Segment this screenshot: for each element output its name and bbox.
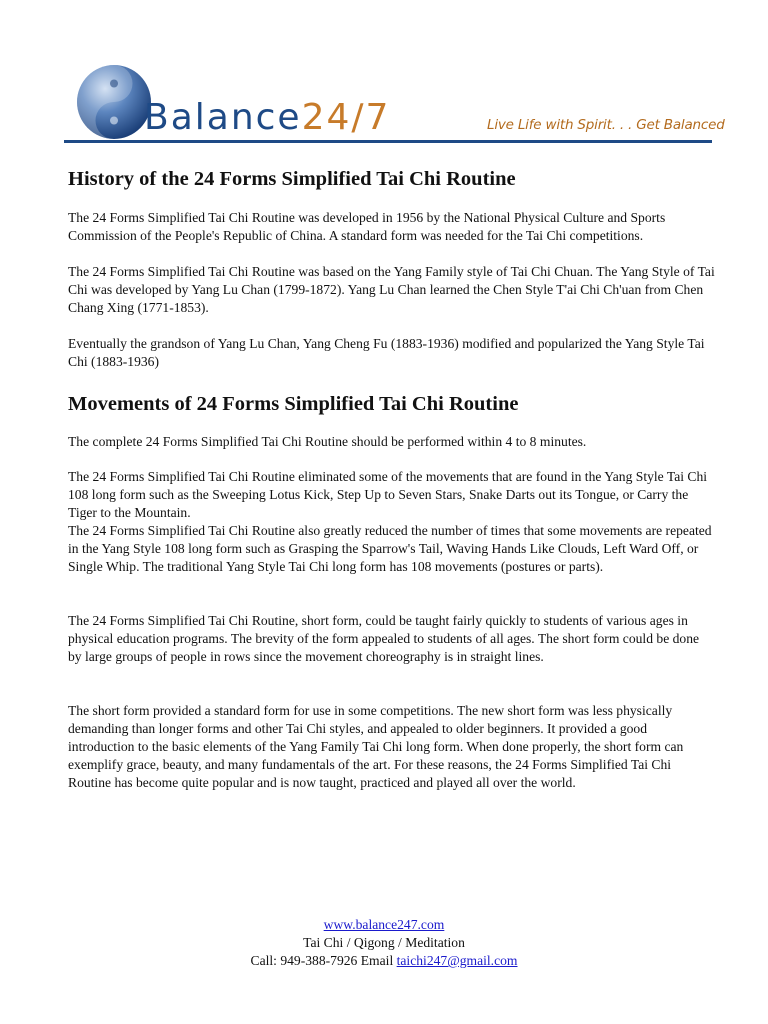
email-link[interactable]: taichi247@gmail.com [396, 953, 518, 968]
paragraph: The short form provided a standard form for use in some competitions. The new short form was less physically demanding than longer forms and other Tai Chi styles, and appealed to older beginners. It provided a good introduction to the basic elements of the Yang Family Tai Chi long form. When done properly, the short form can exemplify grace, beauty, and many fundamentals of the art. For these reasons, the 24 Forms Simplified Tai Chi Routine has become quite popular and is now taught, practiced and played all over the world. [68, 703, 684, 790]
tagline: Live Life with Spirit. . . Get Balanced [487, 117, 725, 133]
services-line: Tai Chi / Qigong / Meditation [303, 935, 465, 950]
paragraph: The 24 Forms Simplified Tai Chi Routine also greatly reduced the number of times that some movements are repeated in the Yang Style 108 long form such as Grasping the Sparrow's Tail, Waving Hands Like Clouds, Left Ward Off, or Single Whip. The traditional Yang Style Tai Chi long form has 108 movements (postures or parts). [68, 523, 712, 574]
paragraph: Eventually the grandson of Yang Lu Chan, Yang Cheng Fu (1883-1936) modified and popularized the Yang Style Tai Chi (1883-1936) [68, 336, 705, 369]
paragraph: The 24 Forms Simplified Tai Chi Routine was based on the Yang Family style of Tai Chi Chuan. The Yang Style of Tai Chi was developed by Yang Lu Chan (1799-1872). Yang Lu Chan learned the Chen Style T'ai Chi Ch'uan from Chen Chang Xing (1771-1853). [68, 264, 715, 315]
letterhead [0, 0, 768, 150]
contact-line [0, 952, 768, 970]
phone-text: Call: 949-388-7926 Email [250, 953, 397, 968]
website-link[interactable]: www.balance247.com [323, 917, 445, 932]
brand-logotype [144, 96, 390, 140]
paragraph: The 24 Forms Simplified Tai Chi Routine eliminated some of the movements that are found in the Yang Style Tai Chi 108 long form such as the Sweeping Lotus Kick, Step Up to Seven Stars, Snake Darts out its Tongue, or Carry the Tiger to the Mountain. [68, 469, 708, 520]
section-heading-movements: Movements of 24 Forms Simplified Tai Chi Routine [68, 393, 519, 415]
paragraph: The complete 24 Forms Simplified Tai Chi Routine should be performed within 4 to 8 minutes. [68, 434, 587, 449]
brand-name: Balance [144, 97, 302, 138]
header-divider [64, 140, 712, 143]
paragraph: The 24 Forms Simplified Tai Chi Routine, short form, could be taught fairly quickly to students of various ages in physical education programs. The brevity of the form appealed to students of all ages. The short form could be done by large groups of people in rows since the movement choreography is in straight lines. [68, 613, 700, 664]
document-body [68, 166, 716, 792]
paragraph: The 24 Forms Simplified Tai Chi Routine was developed in 1956 by the National Physical Culture and Sports Commission of the People's Republic of China. A standard form was needed for the Tai Chi competitions. [68, 210, 666, 243]
section-heading-history: History of the 24 Forms Simplified Tai Chi Routine [68, 168, 516, 190]
globe-logo-icon [76, 64, 152, 140]
footer [0, 916, 768, 970]
brand-number: 24/7 [301, 97, 391, 138]
